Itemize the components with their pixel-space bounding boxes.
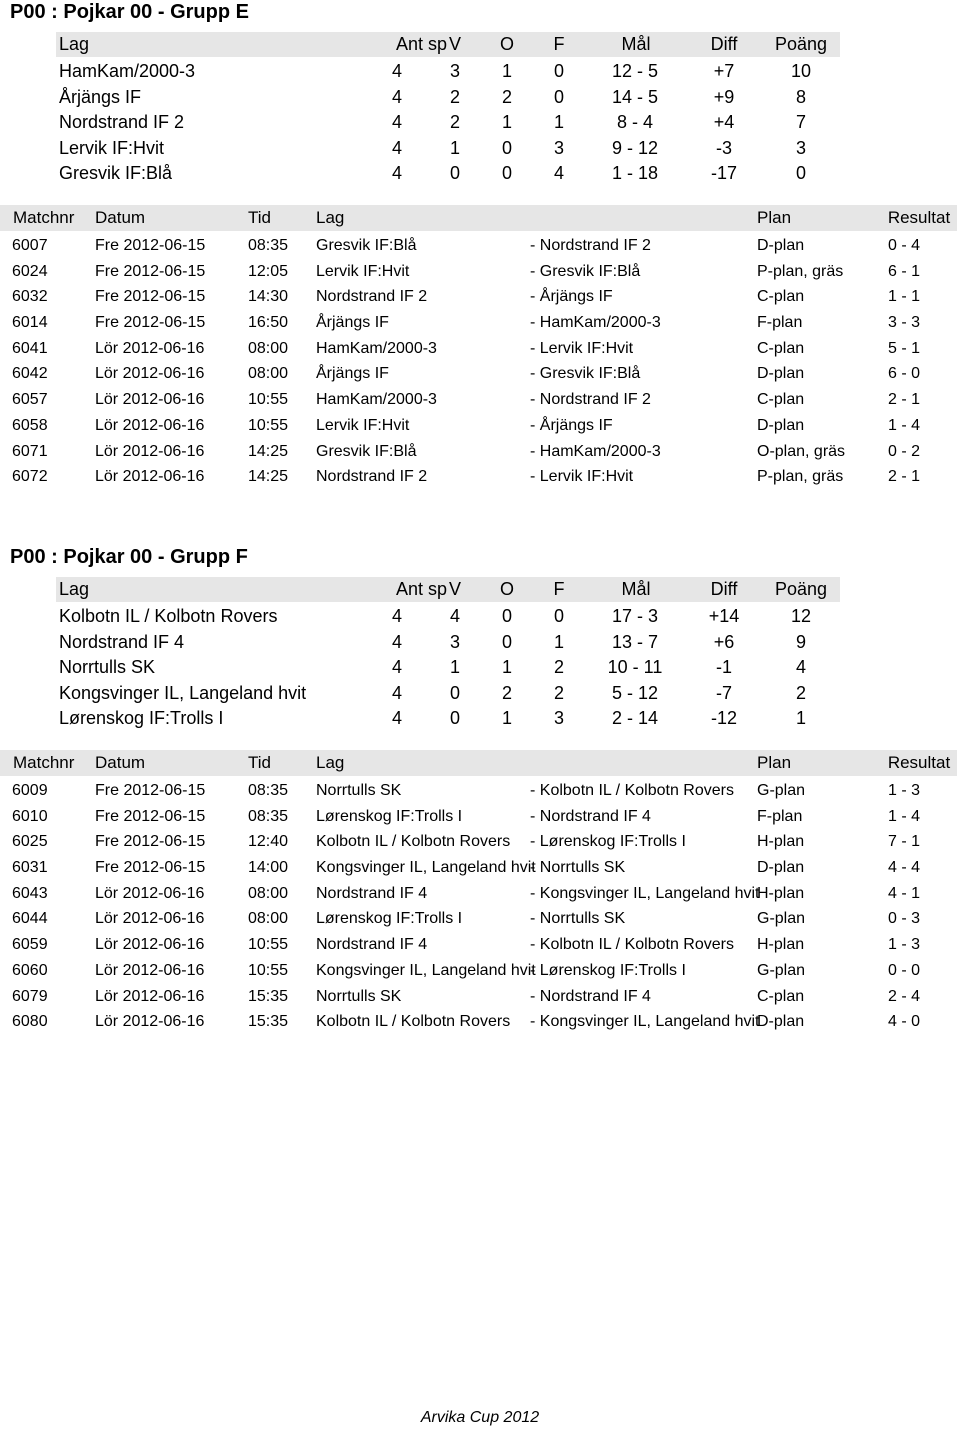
match-time: 08:35 xyxy=(248,807,289,825)
match-date: Lör 2012-06-16 xyxy=(95,1013,205,1031)
header-points: Poäng xyxy=(774,34,828,54)
drawn-count: 0 xyxy=(501,137,512,158)
match-time: 12:40 xyxy=(248,833,289,851)
goals-score: 1 - 18 xyxy=(611,163,659,184)
match-result: 2 - 4 xyxy=(887,987,920,1005)
goal-diff: -3 xyxy=(715,137,732,158)
standings-row xyxy=(0,681,960,707)
group-title: P00 : Pojkar 00 - Grupp E xyxy=(10,1,249,23)
header-result: Resultat xyxy=(887,753,951,772)
team-name: Norrtulls SK xyxy=(59,657,156,678)
away-team: - Lervik IF:Hvit xyxy=(530,468,634,486)
match-plan: C-plan xyxy=(757,288,805,306)
lost-count: 3 xyxy=(553,708,564,729)
match-time: 10:55 xyxy=(248,936,289,954)
away-team: - Nordstrand IF 4 xyxy=(530,987,651,1005)
header-points: Poäng xyxy=(774,579,828,599)
home-team: Årjängs IF xyxy=(316,365,389,383)
match-number: 6025 xyxy=(12,833,48,851)
drawn-count: 1 xyxy=(501,112,512,133)
match-row xyxy=(0,906,960,932)
match-time: 14:25 xyxy=(248,442,289,460)
match-row xyxy=(0,958,960,984)
lost-count: 2 xyxy=(553,682,564,703)
match-plan: H-plan xyxy=(757,833,805,851)
played-count: 4 xyxy=(391,61,402,81)
away-team: - Kolbotn IL / Kolbotn Rovers xyxy=(530,782,734,799)
played-count: 4 xyxy=(391,137,402,158)
match-row xyxy=(0,361,960,387)
drawn-count: 0 xyxy=(501,631,512,652)
away-team: - Årjängs IF xyxy=(530,416,613,434)
match-row xyxy=(0,855,960,881)
standings-row xyxy=(0,630,960,656)
home-team: Kolbotn IL / Kolbotn Rovers xyxy=(316,1013,511,1031)
match-date: Lör 2012-06-16 xyxy=(95,961,205,979)
footer-text: Arvika Cup 2012 xyxy=(420,1409,540,1426)
drawn-count: 1 xyxy=(501,61,512,81)
team-name: Gresvik IF:Blå xyxy=(59,163,173,184)
match-time: 08:35 xyxy=(248,237,289,254)
match-plan: G-plan xyxy=(757,961,806,979)
goals-score: 8 - 4 xyxy=(616,112,654,133)
match-time: 15:35 xyxy=(248,1013,289,1031)
drawn-count: 1 xyxy=(501,657,512,678)
match-date: Lör 2012-06-16 xyxy=(95,442,205,460)
home-team: HamKam/2000-3 xyxy=(316,339,437,357)
away-team: - Gresvik IF:Blå xyxy=(530,262,641,280)
match-number: 6057 xyxy=(12,391,48,409)
lost-count: 2 xyxy=(553,657,564,678)
home-team: Nordstrand IF 4 xyxy=(316,884,428,902)
home-team: Årjängs IF xyxy=(316,314,389,332)
match-number: 6072 xyxy=(12,468,48,486)
match-row xyxy=(0,1009,960,1035)
header-plan: Plan xyxy=(757,753,792,772)
match-time: 14:25 xyxy=(248,468,289,486)
won-count: 3 xyxy=(449,61,460,81)
header-matchnr: Matchnr xyxy=(13,208,75,227)
match-result: 4 - 4 xyxy=(887,859,920,877)
match-result: 2 - 1 xyxy=(887,468,920,486)
match-date: Fre 2012-06-15 xyxy=(95,859,206,877)
away-team: - Nordstrand IF 4 xyxy=(530,807,651,825)
match-result: 1 - 1 xyxy=(887,288,920,306)
points: 10 xyxy=(790,61,812,81)
match-row xyxy=(0,984,960,1010)
won-count: 2 xyxy=(449,112,460,133)
goal-diff: -12 xyxy=(710,708,737,729)
points: 1 xyxy=(795,708,806,729)
match-result: 7 - 1 xyxy=(887,833,920,851)
match-result: 1 - 4 xyxy=(887,416,920,434)
match-row xyxy=(0,932,960,958)
match-date: Lör 2012-06-16 xyxy=(95,365,205,383)
match-time: 10:55 xyxy=(248,961,289,979)
match-number: 6014 xyxy=(12,314,48,332)
match-date: Fre 2012-06-15 xyxy=(95,237,206,254)
match-plan: C-plan xyxy=(757,987,805,1005)
match-result: 4 - 1 xyxy=(887,884,920,902)
points: 9 xyxy=(795,631,806,652)
header-drawn: O xyxy=(499,579,514,599)
home-team: Norrtulls SK xyxy=(316,987,402,1005)
match-result: 4 - 0 xyxy=(887,1013,920,1031)
match-result: 1 - 3 xyxy=(887,782,920,799)
match-plan: H-plan xyxy=(757,936,805,954)
goal-diff: -17 xyxy=(710,163,737,184)
played-count: 4 xyxy=(391,163,402,184)
match-time: 08:00 xyxy=(248,910,289,928)
won-count: 0 xyxy=(449,163,460,184)
header-result: Resultat xyxy=(887,208,951,227)
match-result: 6 - 1 xyxy=(887,262,920,280)
home-team: Kongsvinger IL, Langeland hvit xyxy=(316,961,536,979)
away-team: - Årjängs IF xyxy=(530,288,613,306)
away-team: - Norrtulls SK xyxy=(530,910,626,928)
team-name: Lørenskog IF:Trolls I xyxy=(59,708,224,729)
match-result: 0 - 0 xyxy=(887,961,920,979)
team-name: HamKam/2000-3 xyxy=(59,61,196,81)
match-row xyxy=(0,413,960,439)
header-goals: Mål xyxy=(621,34,651,54)
match-date: Fre 2012-06-15 xyxy=(95,782,206,799)
goals-score: 17 - 3 xyxy=(611,606,659,626)
match-date: Fre 2012-06-15 xyxy=(95,833,206,851)
match-number: 6058 xyxy=(12,416,48,434)
match-plan: D-plan xyxy=(757,365,805,383)
away-team: - Nordstrand IF 2 xyxy=(530,237,651,254)
match-date: Lör 2012-06-16 xyxy=(95,910,205,928)
away-team: - Kongsvinger IL, Langeland hvit xyxy=(530,1013,760,1031)
match-plan: G-plan xyxy=(757,910,806,928)
match-plan: P-plan, gräs xyxy=(757,468,844,486)
away-team: - Lørenskog IF:Trolls I xyxy=(530,961,686,979)
match-time: 10:55 xyxy=(248,416,289,434)
matches-table xyxy=(0,233,960,490)
lost-count: 1 xyxy=(553,112,564,133)
points: 3 xyxy=(795,137,806,158)
match-plan: C-plan xyxy=(757,339,805,357)
match-plan: O-plan, gräs xyxy=(757,442,846,460)
away-team: - Gresvik IF:Blå xyxy=(530,365,641,383)
played-count: 4 xyxy=(391,631,402,652)
away-team: - HamKam/2000-3 xyxy=(530,442,661,460)
played-count: 4 xyxy=(391,112,402,133)
goals-score: 13 - 7 xyxy=(611,631,659,652)
match-row xyxy=(0,778,960,804)
match-number: 6032 xyxy=(12,288,48,306)
match-time: 16:50 xyxy=(248,314,289,332)
team-name: Lervik IF:Hvit xyxy=(59,137,165,158)
match-date: Fre 2012-06-15 xyxy=(95,288,206,306)
match-row xyxy=(0,387,960,413)
standings-row xyxy=(0,604,960,630)
lost-count: 0 xyxy=(553,86,564,107)
match-time: 08:35 xyxy=(248,782,289,799)
match-row xyxy=(0,829,960,855)
match-date: Lör 2012-06-16 xyxy=(95,391,205,409)
header-team: Lag xyxy=(316,753,345,772)
played-count: 4 xyxy=(391,682,402,703)
header-diff: Diff xyxy=(710,34,738,54)
team-name: Kongsvinger IL, Langeland hvit xyxy=(59,682,307,703)
match-plan: G-plan xyxy=(757,782,806,799)
match-date: Lör 2012-06-16 xyxy=(95,468,205,486)
header-lost: F xyxy=(553,34,565,54)
match-time: 15:35 xyxy=(248,987,289,1005)
header-time: Tid xyxy=(248,753,271,772)
match-plan: P-plan, gräs xyxy=(757,262,844,280)
match-number: 6010 xyxy=(12,807,48,825)
goals-score: 14 - 5 xyxy=(611,86,659,107)
match-result: 0 - 2 xyxy=(887,442,920,460)
home-team: Norrtulls SK xyxy=(316,782,402,799)
match-date: Lör 2012-06-16 xyxy=(95,936,205,954)
match-plan: D-plan xyxy=(757,416,805,434)
match-row xyxy=(0,284,960,310)
match-plan: F-plan xyxy=(757,807,803,825)
match-number: 6044 xyxy=(12,910,48,928)
standings-row xyxy=(0,85,960,111)
lost-count: 1 xyxy=(553,631,564,652)
match-number: 6059 xyxy=(12,936,48,954)
points: 2 xyxy=(795,682,806,703)
goal-diff: +14 xyxy=(708,606,740,626)
team-name: Nordstrand IF 4 xyxy=(59,631,185,652)
won-count: 1 xyxy=(449,137,460,158)
match-date: Lör 2012-06-16 xyxy=(95,416,205,434)
match-plan: C-plan xyxy=(757,391,805,409)
won-count: 0 xyxy=(449,682,460,703)
header-played: Ant sp xyxy=(396,579,448,599)
match-time: 08:00 xyxy=(248,884,289,902)
match-result: 1 - 3 xyxy=(887,936,920,954)
match-number: 6024 xyxy=(12,262,48,280)
standings-row xyxy=(0,161,960,187)
goals-score: 10 - 11 xyxy=(607,657,663,678)
header-date: Datum xyxy=(95,208,146,227)
away-team: - HamKam/2000-3 xyxy=(530,314,661,332)
match-date: Lör 2012-06-16 xyxy=(95,339,205,357)
match-time: 08:00 xyxy=(248,365,289,383)
home-team: Gresvik IF:Blå xyxy=(316,442,417,460)
standings-row xyxy=(0,655,960,681)
match-date: Fre 2012-06-15 xyxy=(95,807,206,825)
lost-count: 4 xyxy=(553,163,564,184)
match-result: 2 - 1 xyxy=(887,391,920,409)
points: 0 xyxy=(795,163,806,184)
match-result: 5 - 1 xyxy=(887,339,920,357)
standings-table xyxy=(0,604,960,732)
standings-row xyxy=(0,59,960,85)
match-row xyxy=(0,310,960,336)
match-plan: H-plan xyxy=(757,884,805,902)
points: 8 xyxy=(795,86,806,107)
match-number: 6079 xyxy=(12,987,48,1005)
home-team: Lervik IF:Hvit xyxy=(316,262,410,280)
home-team: Kongsvinger IL, Langeland hvit xyxy=(316,859,536,877)
match-result: 0 - 4 xyxy=(887,237,920,254)
match-result: 0 - 3 xyxy=(887,910,920,928)
match-plan: D-plan xyxy=(757,237,805,254)
won-count: 3 xyxy=(449,631,460,652)
won-count: 2 xyxy=(449,86,460,107)
matches-header xyxy=(0,750,957,776)
header-date: Datum xyxy=(95,753,146,772)
points: 12 xyxy=(790,606,812,626)
match-date: Lör 2012-06-16 xyxy=(95,987,205,1005)
match-number: 6031 xyxy=(12,859,48,877)
played-count: 4 xyxy=(391,86,402,107)
standings-row xyxy=(0,706,960,732)
header-team: Lag xyxy=(316,208,345,227)
drawn-count: 0 xyxy=(501,163,512,184)
match-time: 14:00 xyxy=(248,859,289,877)
away-team: - Kolbotn IL / Kolbotn Rovers xyxy=(530,936,734,954)
away-team: - Nordstrand IF 2 xyxy=(530,391,651,409)
match-row xyxy=(0,259,960,285)
won-count: 4 xyxy=(449,606,460,626)
match-number: 6043 xyxy=(12,884,48,902)
match-row xyxy=(0,439,960,465)
lost-count: 3 xyxy=(553,137,564,158)
match-row xyxy=(0,881,960,907)
away-team: - Lørenskog IF:Trolls I xyxy=(530,833,686,851)
match-time: 14:30 xyxy=(248,288,289,306)
match-date: Lör 2012-06-16 xyxy=(95,884,205,902)
drawn-count: 2 xyxy=(501,86,512,107)
home-team: Lørenskog IF:Trolls I xyxy=(316,910,463,928)
home-team: Nordstrand IF 2 xyxy=(316,468,428,486)
match-row xyxy=(0,336,960,362)
match-number: 6071 xyxy=(12,442,48,460)
group-title: P00 : Pojkar 00 - Grupp F xyxy=(10,546,248,568)
match-number: 6009 xyxy=(12,782,48,799)
match-time: 12:05 xyxy=(248,262,289,280)
points: 7 xyxy=(795,112,806,133)
match-result: 3 - 3 xyxy=(887,314,920,332)
header-goals: Mål xyxy=(621,579,651,599)
header-lost: F xyxy=(553,579,565,599)
header-won: V xyxy=(448,34,461,54)
match-row xyxy=(0,804,960,830)
match-plan: F-plan xyxy=(757,314,803,332)
won-count: 1 xyxy=(449,657,460,678)
header-drawn: O xyxy=(499,34,514,54)
won-count: 0 xyxy=(449,708,460,729)
header-time: Tid xyxy=(248,208,271,227)
home-team: Kolbotn IL / Kolbotn Rovers xyxy=(316,833,511,851)
home-team: Gresvik IF:Blå xyxy=(316,237,417,254)
team-name: Årjängs IF xyxy=(59,86,142,107)
goal-diff: -1 xyxy=(715,657,732,678)
goals-score: 9 - 12 xyxy=(611,137,659,158)
header-team: Lag xyxy=(59,579,90,599)
lost-count: 0 xyxy=(553,61,564,81)
home-team: HamKam/2000-3 xyxy=(316,391,437,409)
match-row xyxy=(0,464,960,490)
match-result: 1 - 4 xyxy=(887,807,920,825)
home-team: Lørenskog IF:Trolls I xyxy=(316,807,463,825)
matches-header xyxy=(0,205,957,231)
match-number: 6080 xyxy=(12,1013,48,1031)
home-team: Nordstrand IF 2 xyxy=(316,288,428,306)
match-number: 6042 xyxy=(12,365,48,383)
goal-diff: -7 xyxy=(715,682,732,703)
header-played: Ant sp xyxy=(396,34,448,54)
goals-score: 2 - 14 xyxy=(611,708,659,729)
standings-header xyxy=(56,32,840,57)
header-matchnr: Matchnr xyxy=(13,753,75,772)
away-team: - Kongsvinger IL, Langeland hvit xyxy=(530,884,760,902)
home-team: Nordstrand IF 4 xyxy=(316,936,428,954)
standings-table xyxy=(0,59,960,187)
header-diff: Diff xyxy=(710,579,738,599)
lost-count: 0 xyxy=(553,606,564,626)
match-number: 6060 xyxy=(12,961,48,979)
goal-diff: +4 xyxy=(713,112,735,133)
match-time: 08:00 xyxy=(248,339,289,357)
match-number: 6041 xyxy=(12,339,48,357)
match-date: Fre 2012-06-15 xyxy=(95,262,206,280)
goal-diff: +9 xyxy=(713,86,735,107)
goals-score: 12 - 5 xyxy=(611,61,659,81)
drawn-count: 0 xyxy=(501,606,512,626)
match-result: 6 - 0 xyxy=(887,365,920,383)
away-team: - Lervik IF:Hvit xyxy=(530,339,634,357)
played-count: 4 xyxy=(391,606,402,626)
goals-score: 5 - 12 xyxy=(611,682,659,703)
match-time: 10:55 xyxy=(248,391,289,409)
header-plan: Plan xyxy=(757,208,792,227)
standings-row xyxy=(0,136,960,162)
match-plan: D-plan xyxy=(757,859,805,877)
away-team: - Norrtulls SK xyxy=(530,859,626,877)
match-date: Fre 2012-06-15 xyxy=(95,314,206,332)
team-name: Nordstrand IF 2 xyxy=(59,112,185,133)
drawn-count: 2 xyxy=(501,682,512,703)
match-plan: D-plan xyxy=(757,1013,805,1031)
matches-table xyxy=(0,778,960,1035)
header-team: Lag xyxy=(59,34,90,54)
home-team: Lervik IF:Hvit xyxy=(316,416,410,434)
played-count: 4 xyxy=(391,657,402,678)
played-count: 4 xyxy=(391,708,402,729)
drawn-count: 1 xyxy=(501,708,512,729)
standings-row xyxy=(0,110,960,136)
points: 4 xyxy=(795,657,806,678)
header-won: V xyxy=(448,579,461,599)
team-name: Kolbotn IL / Kolbotn Rovers xyxy=(59,606,278,626)
standings-header xyxy=(56,577,840,602)
goal-diff: +6 xyxy=(713,631,735,652)
goal-diff: +7 xyxy=(713,61,735,81)
match-row xyxy=(0,233,960,259)
match-number: 6007 xyxy=(12,237,48,254)
